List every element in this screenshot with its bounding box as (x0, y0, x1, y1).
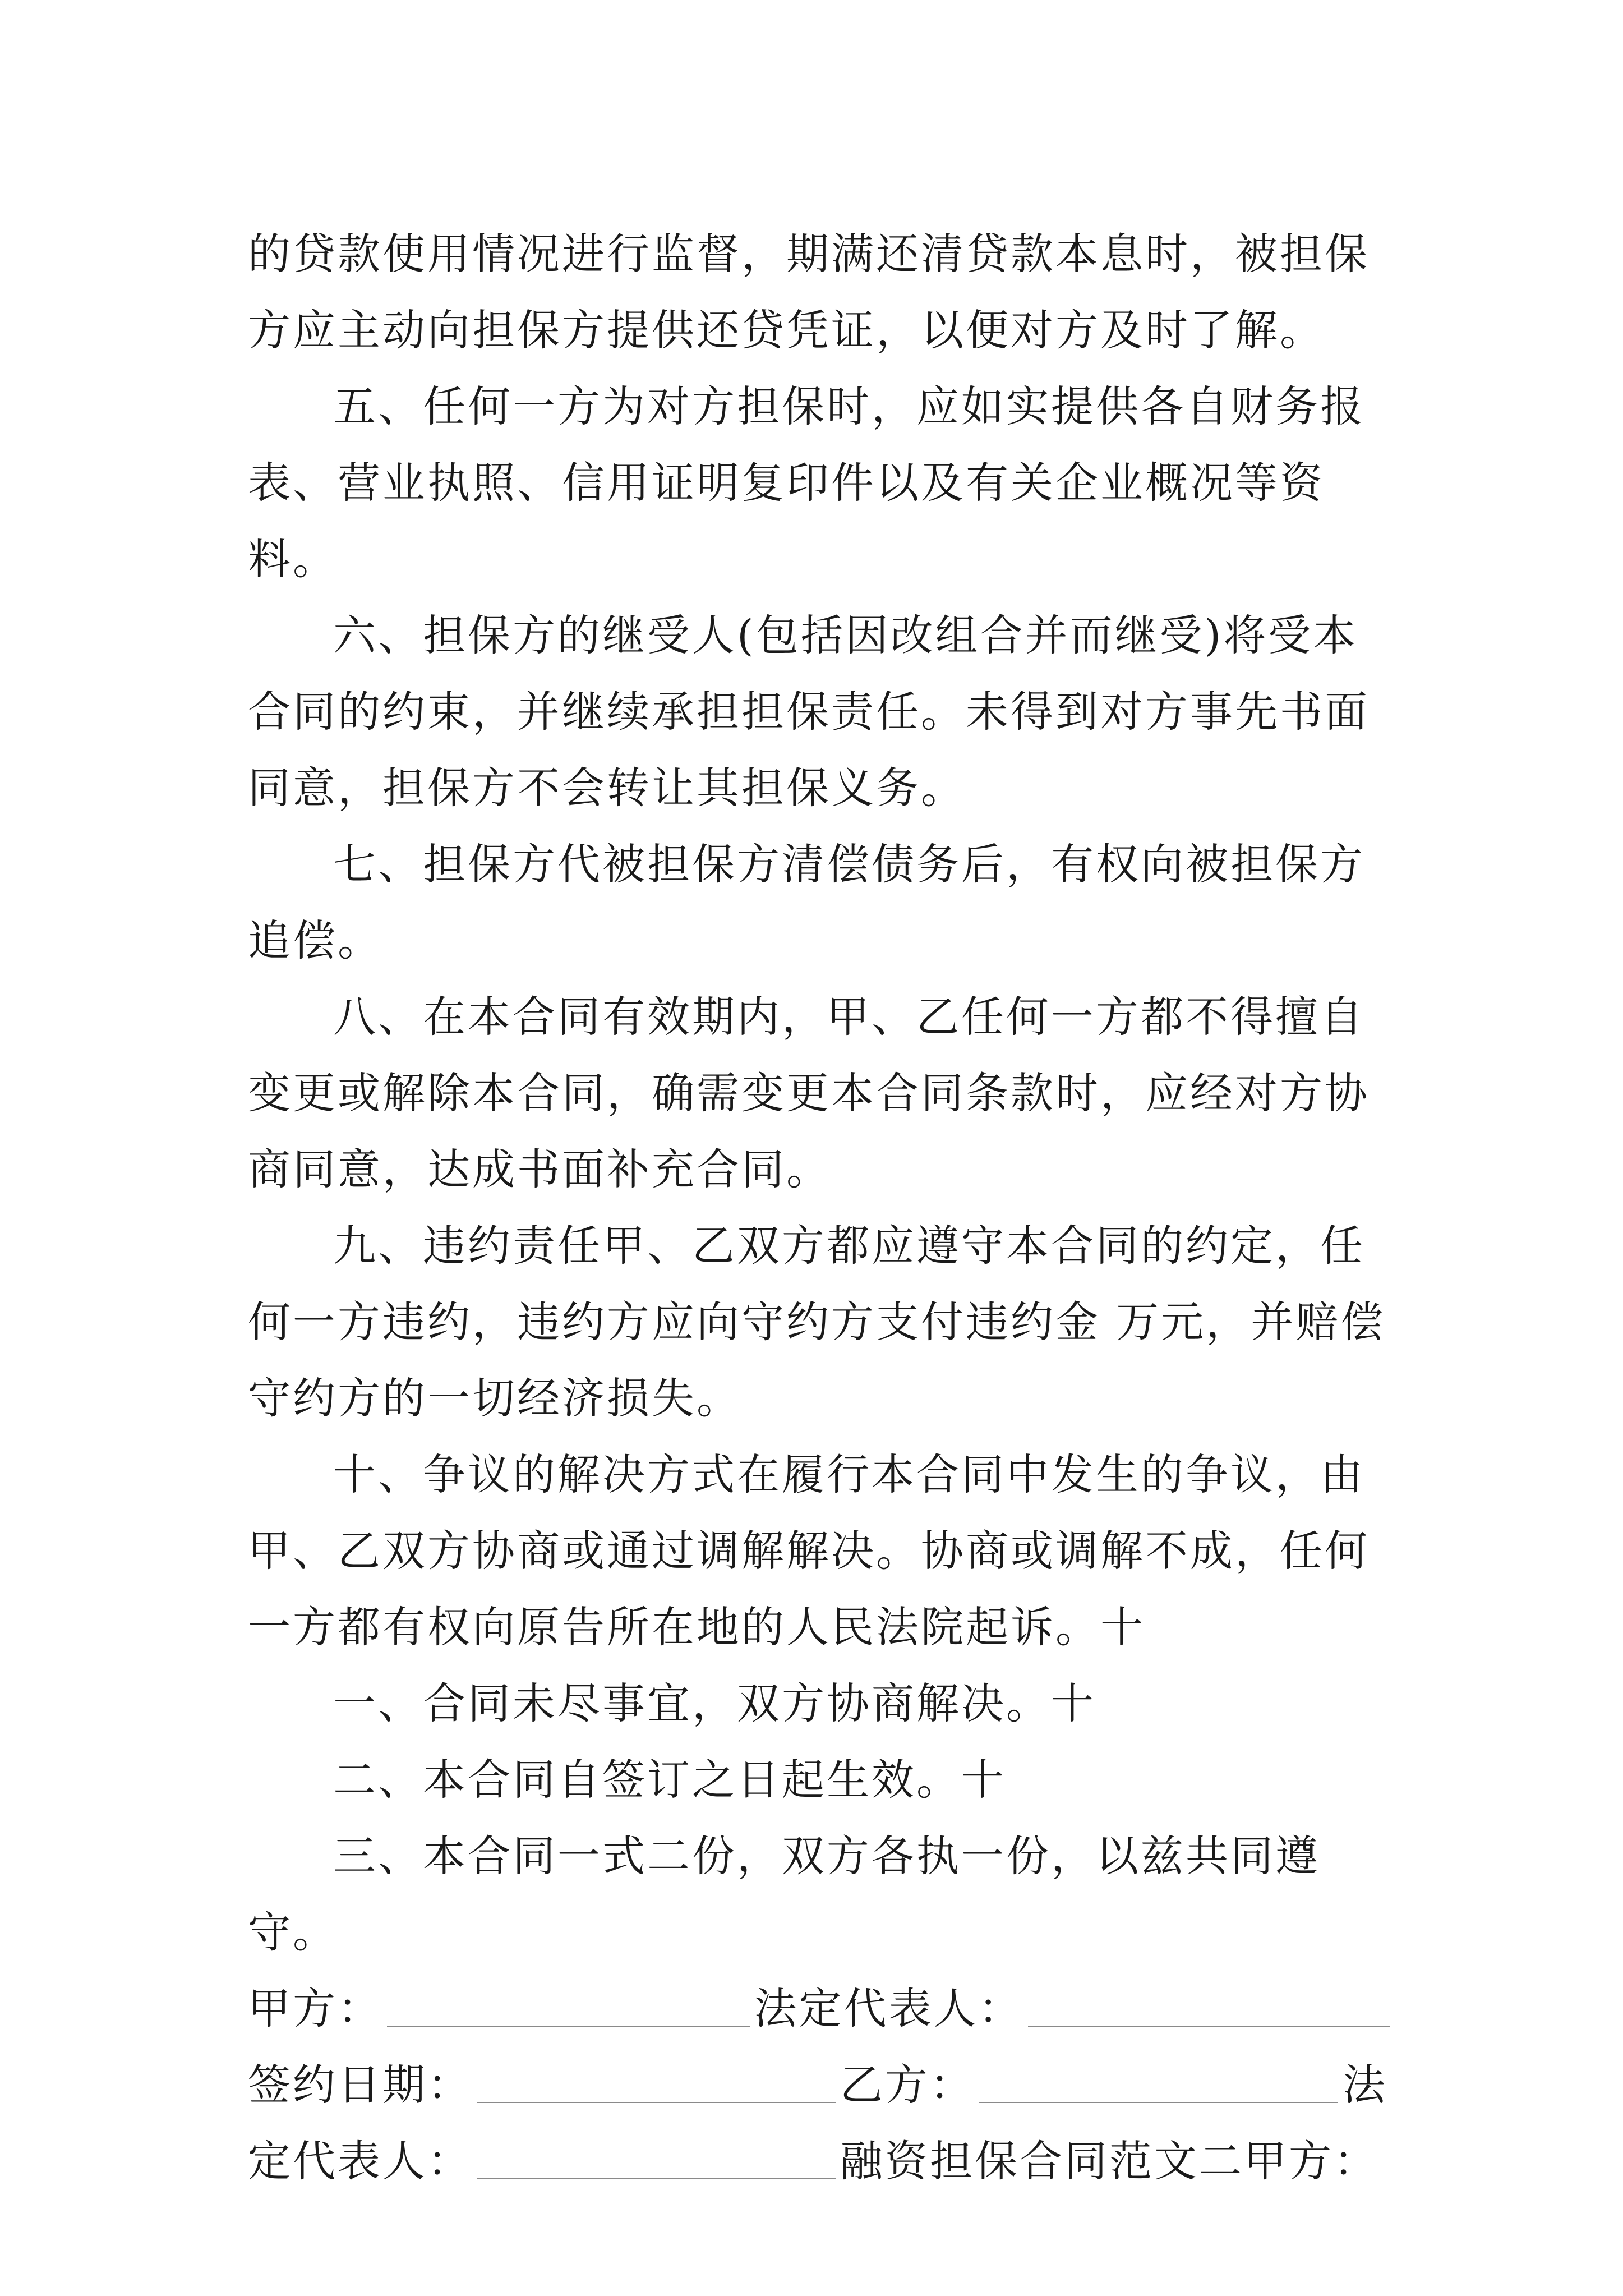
legal-rep-b-blank[interactable] (477, 2145, 836, 2179)
legal-rep-blank[interactable] (1028, 1992, 1391, 2027)
clause-13: 三、本合同一式二份，双方各执一份，以兹共同遵守。 (248, 1831, 1320, 1957)
clause-12: 二、本合同自签订之日起生效。十 (333, 1755, 1006, 1805)
signature-line-3 (248, 2123, 1395, 2200)
clause-10: 十、争议的解决方式在履行本合同中发生的争议，由甲、乙双方协商或通过调解解决。协商或调解不成，任何一方都有权向原告所在地的人民法院起诉。十 (248, 1450, 1370, 1652)
clause-8: 八、在本合同有效期内，甲、乙任何一方都不得擅自变更或解除本合同，确需变更本合同条款时，应经对方协商同意，达成书面补充合同。 (248, 992, 1370, 1194)
clause-7: 七、担保方代被担保方清偿债务后，有权向被担保方追偿。 (248, 839, 1365, 965)
party-a-blank[interactable] (387, 1992, 750, 2027)
signature-line-2 (248, 2047, 1395, 2123)
next-contract-heading: 融资担保合同范文二甲方： (840, 2136, 1378, 2186)
clause-6: 六、担保方的继受人(包括因改组合并而继受)将受本合同的约束，并继续承担担保责任。未得到对方事先书面同意，担保方不会转让其担保义务。 (248, 610, 1370, 813)
sign-date-label: 签约日期： (248, 2060, 472, 2110)
party-b-label: 乙方： (840, 2060, 975, 2110)
clause-9: 九、违约责任甲、乙双方都应遵守本合同的约定，任何一方违约，违约方应向守约方支付违约金 万元，并赔偿守约方的一切经济损失。 (248, 1221, 1386, 1423)
party-b-blank[interactable] (979, 2068, 1338, 2103)
legal-rep-label-part2: 定代表人： (248, 2136, 472, 2186)
signature-line-1 (248, 1971, 1395, 2047)
legal-rep-label: 法定代表人： (754, 1984, 1023, 2033)
paragraph-continuation: 的贷款使用情况进行监督，期满还清贷款本息时，被担保方应主动向担保方提供还贷凭证，以便对方及时了解。 (248, 229, 1370, 355)
clause-11: 一、合同未尽事宜，双方协商解决。十 (333, 1678, 1096, 1728)
clause-5: 五、任何一方为对方担保时，应如实提供各自财务报表、营业执照、信用证明复印件以及有关企业概况等资料。 (248, 381, 1365, 584)
sign-date-blank[interactable] (477, 2068, 836, 2103)
legal-rep-label-part1: 法 (1343, 2060, 1387, 2110)
party-a-label: 甲方： (248, 1984, 382, 2033)
document-body (248, 216, 1395, 2200)
